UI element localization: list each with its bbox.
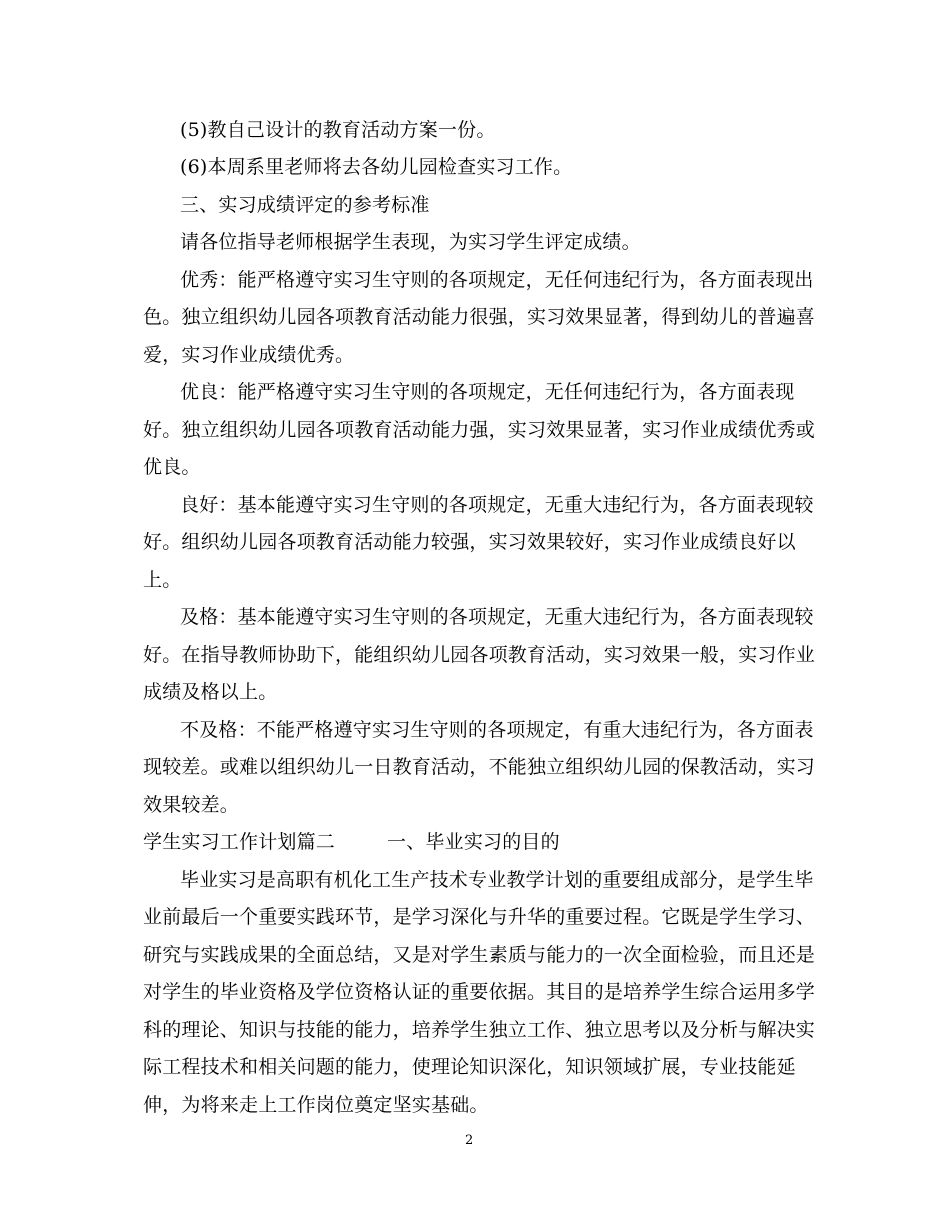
paragraph-pass-line-3: 成绩及格以上。 [143,681,278,703]
paragraph-purpose-line-5: 科的理论、知识与技能的能力，培养学生独立工作、独立思考以及分析与解决实 [143,1019,816,1041]
section-title-row [143,830,560,854]
paragraph-fail-line-1: 不及格：不能严格遵守实习生守则的各项规定，有重大违纪行为，各方面表 [180,719,814,741]
paragraph-pass-line-2: 好。在指导教师协助下，能组织幼儿园各项教育活动，实习效果一般，实习作业 [143,644,816,666]
paragraph-purpose-line-2: 业前最后一个重要实践环节，是学习深化与升华的重要过程。它既是学生学习、 [143,906,816,928]
paragraph-good-line-2: 好。独立组织幼儿园各项教育活动能力强，实习效果显著，实习作业成绩优秀或 [143,419,816,441]
paragraph-fair-line-2: 好。组织幼儿园各项教育活动能力较强，实习效果较好，实习作业成绩良好以 [143,531,796,553]
paragraph-fair-line-1: 良好：基本能遵守实习生守则的各项规定，无重大违纪行为，各方面表现较 [180,494,814,516]
paragraph-purpose-line-1: 毕业实习是高职有机化工生产技术专业教学计划的重要组成部分，是学生毕 [180,869,814,891]
list-item-5: (5)教自己设计的教育活动方案一份。 [180,119,496,141]
paragraph-pass-line-1: 及格：基本能遵守实习生守则的各项规定，无重大违纪行为，各方面表现较 [180,606,814,628]
paragraph-intro: 请各位指导老师根据学生表现，为实习学生评定成绩。 [180,231,641,253]
page-number: 2 [465,1133,474,1148]
list-item-6: (6)本周系里老师将去各幼儿园检查实习工作。 [180,156,573,178]
paragraph-excellent-line-1: 优秀：能严格遵守实习生守则的各项规定，无任何违纪行为，各方面表现出 [180,269,814,291]
section-heading-grading: 三、实习成绩评定的参考标准 [180,194,430,216]
paragraph-excellent-line-3: 爱，实习作业成绩优秀。 [143,344,355,366]
document-section-title: 学生实习工作计划篇二 [143,831,336,853]
paragraph-fair-line-3: 上。 [143,569,182,591]
paragraph-fail-line-2: 现较差。或难以组织幼儿一日教育活动，不能独立组织幼儿园的保教活动，实习 [143,756,816,778]
paragraph-good-line-3: 优良。 [143,456,201,478]
paragraph-good-line-1: 优良：能严格遵守实习生守则的各项规定，无任何违纪行为，各方面表现 [180,381,795,403]
paragraph-purpose-line-7: 伸，为将来走上工作岗位奠定坚实基础。 [143,1094,489,1116]
paragraph-purpose-line-3: 研究与实践成果的全面总结，又是对学生素质与能力的一次全面检验，而且还是 [143,944,816,966]
section-heading-purpose: 一、毕业实习的目的 [387,831,560,853]
paragraph-purpose-line-4: 对学生的毕业资格及学位资格认证的重要依据。其目的是培养学生综合运用多学 [143,981,816,1003]
paragraph-excellent-line-2: 色。独立组织幼儿园各项教育活动能力很强，实习效果显著，得到幼儿的普遍喜 [143,306,816,328]
paragraph-fail-line-3: 效果较差。 [143,794,240,816]
paragraph-purpose-line-6: 际工程技术和相关问题的能力，使理论知识深化，知识领域扩展，专业技能延 [143,1056,796,1078]
